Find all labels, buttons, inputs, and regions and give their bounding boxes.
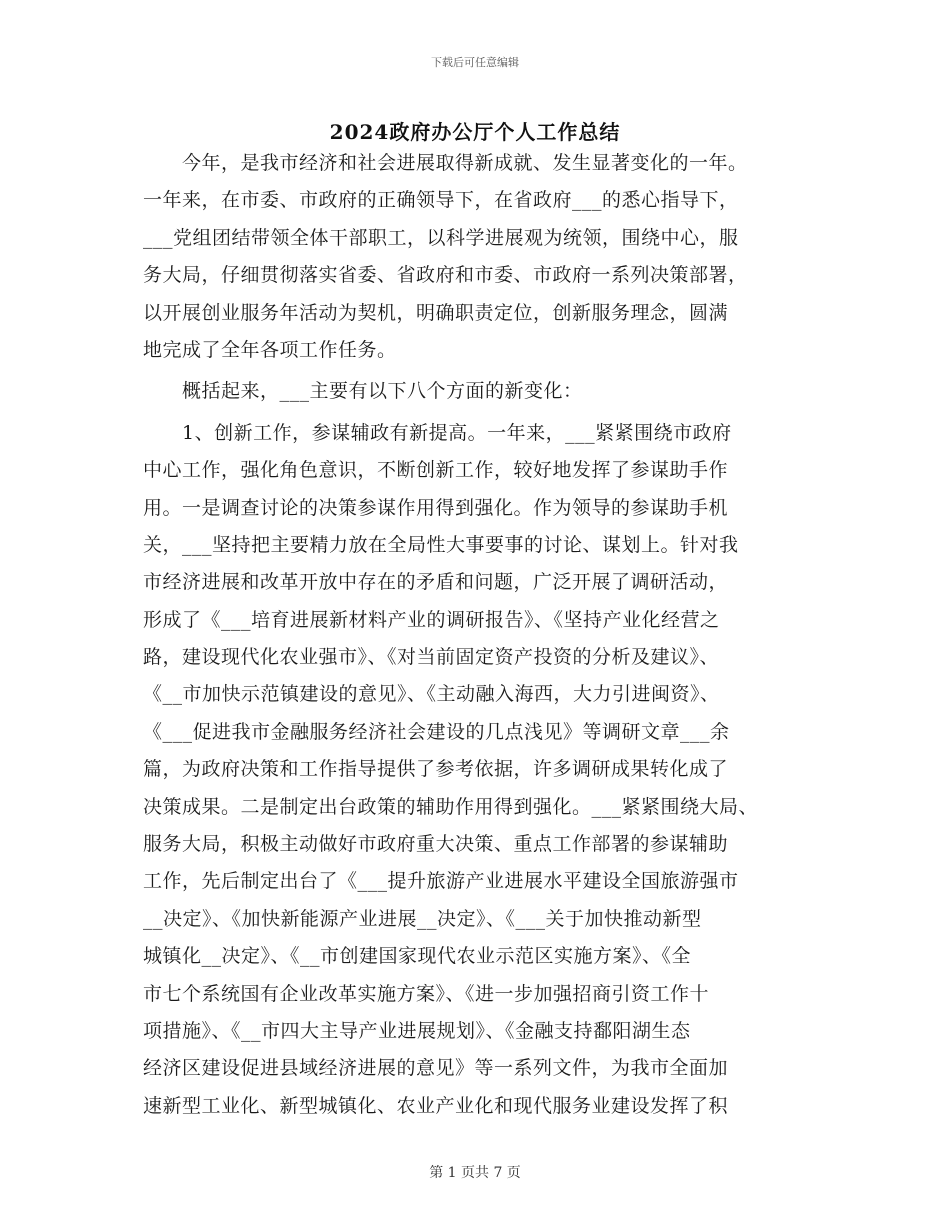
text-line: 篇，为政府决策和工作指导提供了参考依据，许多调研成果转化成了 [143, 758, 729, 781]
text-line: 务大局，仔细贯彻落实省委、省政府和市委、市政府一系列决策部署， [143, 264, 748, 287]
text-line: 地完成了全年各项工作任务。 [143, 338, 397, 361]
paragraph-summary [143, 373, 813, 410]
document-body [143, 145, 813, 1125]
paragraph-intro [143, 145, 813, 369]
text-line: 《___促进我市金融服务经济社会建设的几点浅见》等调研文章___余 [143, 720, 730, 743]
page-footer: 第 1 页共 7 页 [429, 1165, 521, 1181]
text-line: 以开展创业服务年活动为契机，明确职责定位，创新服务理念，圆满 [143, 301, 729, 324]
text-line: 工作，先后制定出台了《___提升旅游产业进展水平建设全国旅游强市 [143, 870, 739, 893]
text-line: ___党组团结带领全体干部职工，以科学进展观为统领，围绕中心，服 [143, 226, 739, 249]
text-line: 概括起来，___主要有以下八个方面的新变化： [143, 380, 583, 403]
text-line: 中心工作，强化角色意识，不断创新工作，较好地发挥了参谋助手作 [143, 459, 729, 482]
text-line: 市七个系统国有企业改革实施方案》、《进一步加强招商引资工作十 [143, 982, 710, 1005]
text-line: 《__市加快示范镇建设的意见》、《主动融入海西，大力引进闽资》、 [143, 683, 720, 706]
document-title: 2024政府办公厅个人工作总结 [329, 120, 621, 144]
text-line: 形成了《___培育进展新材料产业的调研报告》、《坚持产业化经营之 [143, 608, 720, 631]
paragraph-section-1 [143, 415, 813, 1125]
text-line: 路，建设现代化农业强市》、《对当前固定资产投资的分析及建议》、 [143, 646, 720, 669]
text-line: 关，___坚持把主要精力放在全局性大事要事的讨论、谋划上。针对我 [143, 533, 739, 556]
text-line: 用。一是调查讨论的决策参谋作用得到强化。作为领导的参谋助手机 [143, 496, 729, 519]
text-line: 经济区建设促进县域经济进展的意见》等一系列文件，为我市全面加 [143, 1057, 729, 1080]
text-line: 一年来，在市委、市政府的正确领导下，在省政府___的悉心指导下， [143, 189, 739, 212]
text-line: 市经济进展和改革开放中存在的矛盾和问题，广泛开展了调研活动， [143, 571, 729, 594]
text-line: __决定》、《加快新能源产业进展__决定》、《___关于加快推动新型 [143, 907, 702, 930]
text-line: 速新型工业化、新型城镇化、农业产业化和现代服务业建设发挥了积 [143, 1094, 729, 1117]
text-line: 城镇化__决定》、《__市创建国家现代农业示范区实施方案》、《全 [143, 945, 692, 968]
text-line: 1、创新工作，参谋辅政有新提高。一年来，___紧紧围绕市政府 [143, 421, 732, 444]
text-line: 决策成果。二是制定出台政策的辅助作用得到强化。___紧紧围绕大局、 [143, 795, 759, 818]
text-line: 项措施》、《__市四大主导产业进展规划》、《金融支持鄱阳湖生态 [143, 1019, 691, 1042]
text-line: 今年，是我市经济和社会进展取得新成就、发生显著变化的一年。 [143, 152, 748, 174]
text-line: 服务大局，积极主动做好市政府重大决策、重点工作部署的参谋辅助 [143, 833, 729, 856]
page-header: 下载后可任意编辑 [431, 56, 519, 69]
